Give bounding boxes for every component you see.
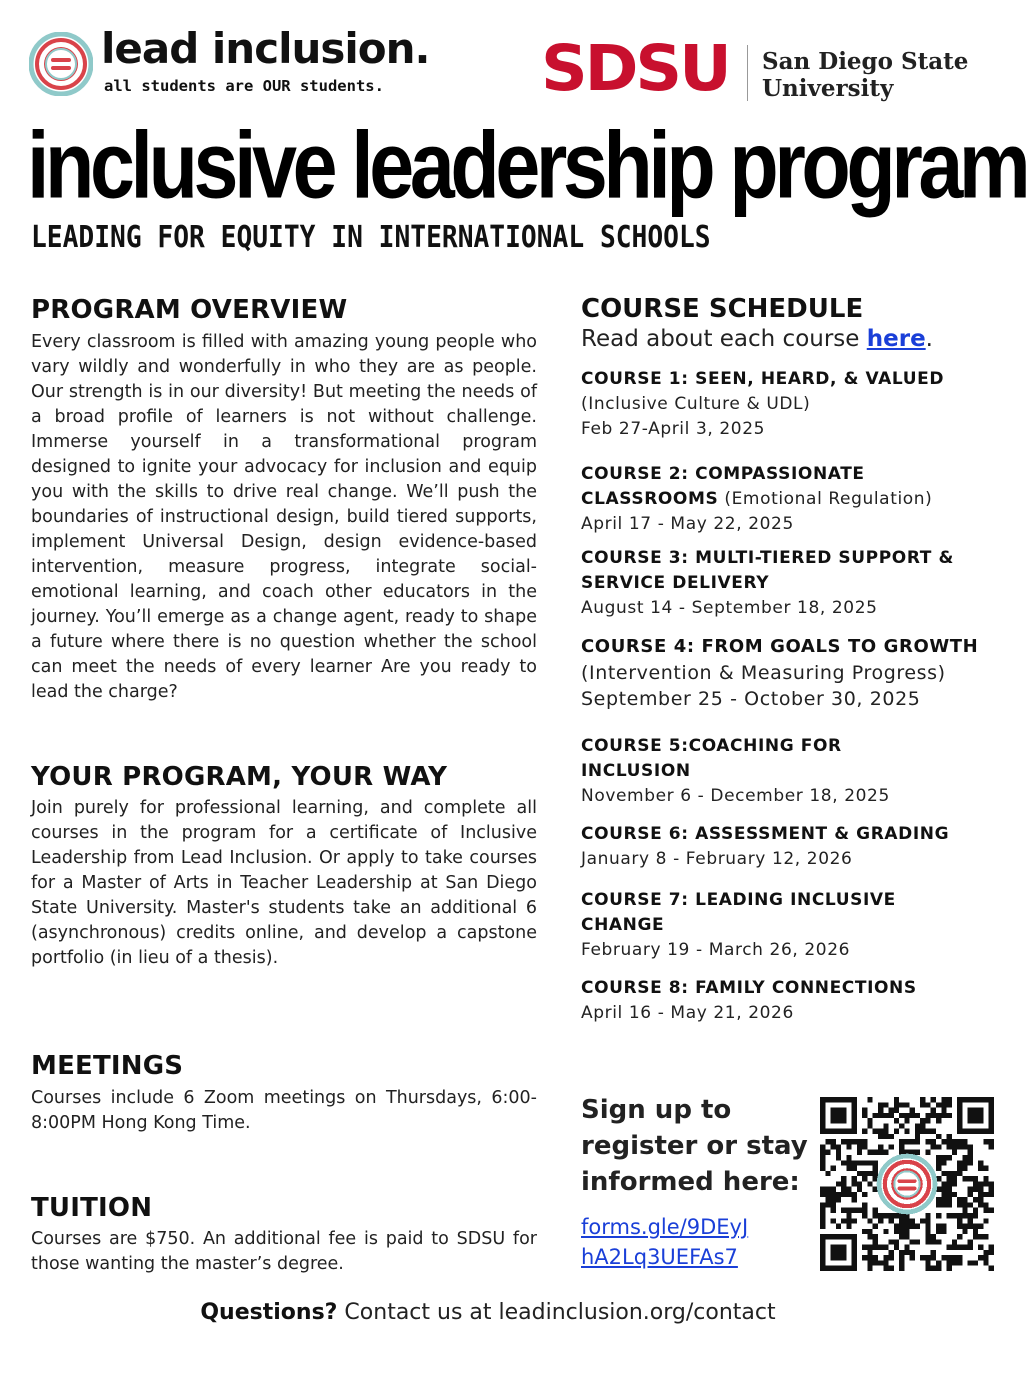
- sdsu-wordmark: SDSU: [541, 32, 729, 105]
- tuition-heading: TUITION: [31, 1193, 153, 1223]
- course-item: [581, 888, 951, 963]
- overview-body: Every classroom is filled with amazing young people who vary wildly and wonderfully in who they are as people. Our strength is in our diversity! But meeting the needs of a broad profile of learners is not without challenge. Immerse yourself in a transformational program designed to ignite your advocacy for inclusion and equip you with the skills to drive real change. We’ll push the boundaries of instructional design, build tiered supports, implement Universal Design, design evidence-based intervention, measure progress, integrate social-emotional learning, and coach other educators in the journey. You’ll emerge as a change agent, ready to shape a future where there is no question whether the school can meet the needs of every learner Are you ready to lead the charge?: [31, 332, 537, 702]
- course-title: COURSE 6: ASSESSMENT & GRADING: [581, 824, 950, 844]
- signup-prompt: Sign up to register or stay informed here:: [581, 1095, 808, 1197]
- qr-code-icon[interactable]: [820, 1097, 994, 1271]
- course-dates: September 25 - October 30, 2025: [581, 688, 921, 710]
- course-dates: Feb 27-April 3, 2025: [581, 419, 766, 439]
- course-item: [581, 462, 971, 537]
- logo-divider: [747, 45, 748, 101]
- lead-inclusion-wordmark: lead inclusion.: [101, 24, 430, 73]
- course-dates: August 14 - September 18, 2025: [581, 598, 878, 618]
- course-description: (Emotional Regulation): [718, 489, 933, 509]
- course-item: [581, 822, 1011, 872]
- overview-heading: PROGRAM OVERVIEW: [31, 295, 348, 325]
- course-description: (Intervention & Measuring Progress): [581, 662, 946, 684]
- signup-link-line2: hA2Lq3UEFAs7: [581, 1245, 738, 1269]
- course-title: COURSE 2: COMPASSIONATE CLASSROOMS: [581, 464, 865, 509]
- course-title: COURSE 8: FAMILY CONNECTIONS: [581, 978, 917, 998]
- course-dates: January 8 - February 12, 2026: [581, 849, 853, 869]
- course-item: [581, 976, 1011, 1026]
- course-item: [581, 367, 1011, 442]
- footer-questions-label: Questions?: [200, 1300, 338, 1325]
- course-title: COURSE 4: FROM GOALS TO GROWTH: [581, 636, 979, 657]
- course-item: [581, 634, 1011, 712]
- course-description: (Inclusive Culture & UDL): [581, 394, 811, 414]
- lead-inclusion-logo-icon: [29, 32, 93, 96]
- course-dates: February 19 - March 26, 2026: [581, 940, 851, 960]
- tuition-body: Courses are $750. An additional fee is paid to SDSU for those wanting the master’s degree.: [31, 1229, 537, 1274]
- schedule-heading: COURSE SCHEDULE: [581, 294, 864, 324]
- schedule-intro-period: .: [925, 326, 933, 352]
- meetings-heading: MEETINGS: [31, 1051, 184, 1081]
- course-title: COURSE 5:COACHING FOR INCLUSION: [581, 736, 842, 781]
- signup-form-link[interactable]: [581, 1212, 748, 1272]
- schedule-intro: [581, 326, 933, 352]
- your-way-body: Join purely for professional learning, and complete all courses in the program for a certificate of Inclusive Leadership from Lead Inclusion. Or apply to take courses for a Master of Arts in Teacher Leadership at San Diego State University. Master's students take an additional 6 (asynchronous) credits online, and develop a capstone portfolio (in lieu of a thesis).: [31, 798, 537, 968]
- signup-link-line1: forms.gle/9DEyJ: [581, 1215, 749, 1239]
- lead-inclusion-tagline: all students are OUR students.: [104, 77, 384, 95]
- course-dates: November 6 - December 18, 2025: [581, 786, 890, 806]
- footer-contact: [0, 1300, 976, 1325]
- university-name-line1: San Diego State: [762, 48, 969, 75]
- page-subtitle: LEADING FOR EQUITY IN INTERNATIONAL SCHOOLS: [31, 220, 711, 255]
- course-title: COURSE 1: SEEN, HEARD, & VALUED: [581, 369, 945, 389]
- schedule-intro-text: Read about each course: [581, 326, 860, 352]
- meetings-body: Courses include 6 Zoom meetings on Thursdays, 6:00-8:00PM Hong Kong Time.: [31, 1088, 537, 1133]
- university-name-line2: University: [762, 75, 894, 102]
- page-title: inclusive leadership program: [27, 112, 1026, 218]
- course-title: COURSE 3: MULTI-TIERED SUPPORT & SERVICE DELIVERY: [581, 548, 954, 593]
- course-item: [581, 546, 1001, 621]
- university-name: [762, 48, 968, 102]
- course-dates: April 17 - May 22, 2025: [581, 514, 794, 534]
- course-item: [581, 734, 911, 809]
- course-dates: April 16 - May 21, 2026: [581, 1003, 794, 1023]
- course-details-link[interactable]: here: [866, 326, 926, 352]
- course-title: COURSE 7: LEADING INCLUSIVE CHANGE: [581, 890, 896, 935]
- your-way-heading: YOUR PROGRAM, YOUR WAY: [31, 762, 448, 792]
- footer-contact-text: Contact us at leadinclusion.org/contact: [337, 1300, 776, 1325]
